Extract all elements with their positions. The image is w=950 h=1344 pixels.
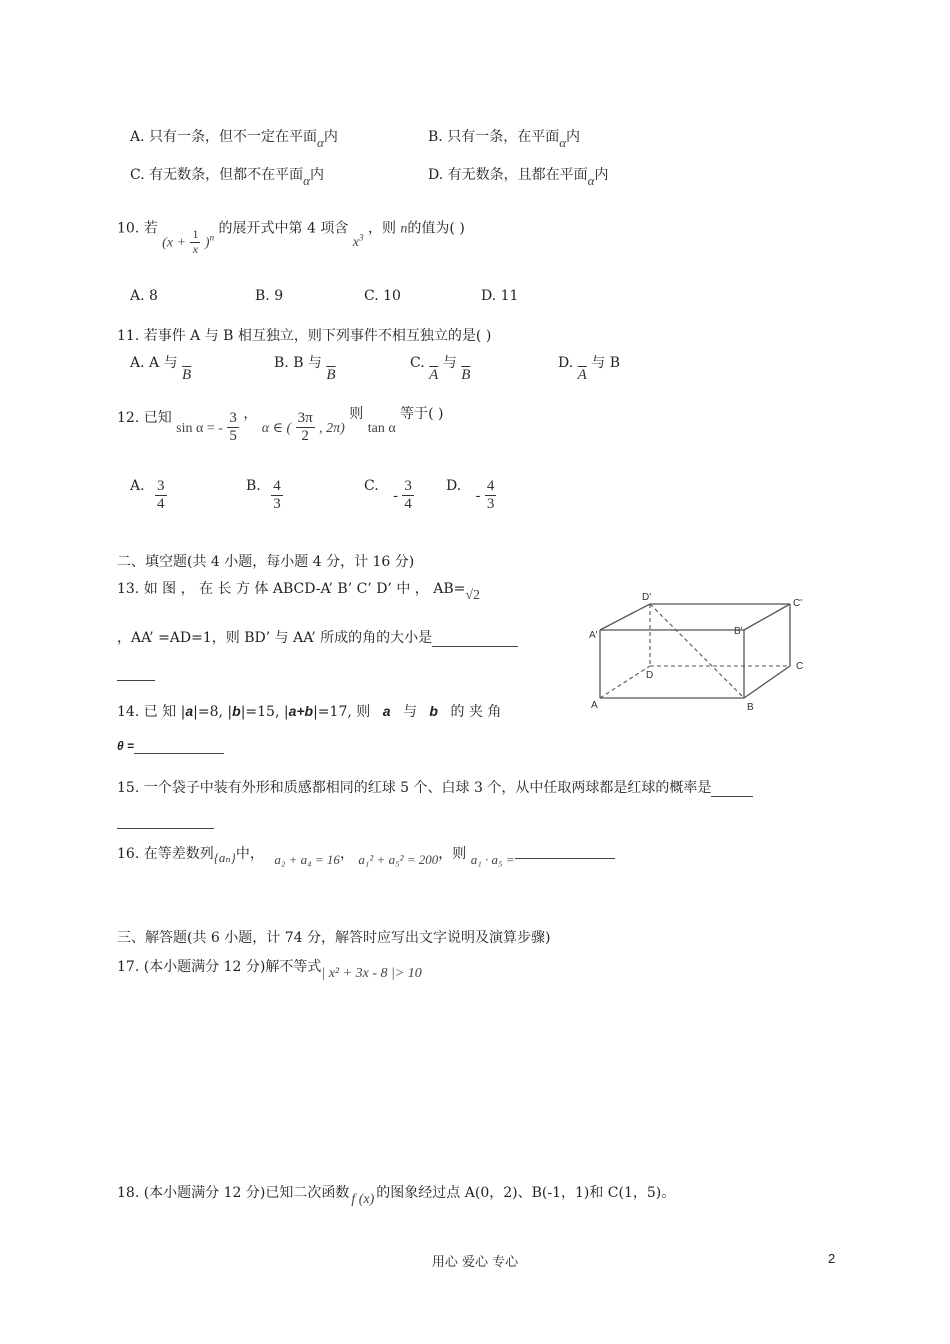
q16-zhong: 中， bbox=[235, 846, 264, 862]
q14-v2: |=15, | bbox=[240, 704, 289, 720]
label-a: A bbox=[591, 700, 598, 711]
label-c: C bbox=[796, 661, 804, 672]
q12-b-label: B. bbox=[246, 478, 261, 494]
q10-stem-pre: 10. 若 bbox=[117, 220, 158, 237]
q12-c-sign: - bbox=[393, 487, 398, 504]
q14-theta: θ = bbox=[117, 739, 135, 753]
page-number: 2 bbox=[828, 1251, 836, 1266]
q16-seq: {aₙ} bbox=[213, 850, 236, 865]
edge-c1-b1 bbox=[744, 604, 790, 630]
q10-option-c: C. 10 bbox=[364, 288, 401, 304]
q12-ze: 则 bbox=[349, 405, 364, 422]
q9-option-a-text: A. 只有一条，但不一定在平面 bbox=[130, 129, 318, 145]
q16-eq1: a₂ + a₄ = 16 bbox=[274, 852, 340, 867]
q15-answer-blank bbox=[711, 784, 753, 797]
q11-d-post: 与 B bbox=[591, 355, 621, 371]
q12-range bbox=[262, 410, 345, 446]
q18-fx: f (x) bbox=[351, 1192, 375, 1207]
q11-b-pre: B. B 与 bbox=[274, 355, 322, 371]
q12-a-num: 3 bbox=[155, 478, 167, 496]
q11-a-pre: A. A 与 bbox=[130, 355, 178, 371]
q12-option-d bbox=[446, 478, 496, 514]
q16-line bbox=[117, 843, 615, 867]
q11-stem: 11. 若事件 A 与 B 相互独立，则下列事件不相互独立的是( ) bbox=[117, 328, 492, 344]
q10-stem-end: 的值为( ) bbox=[407, 220, 465, 237]
q13-answer-blank-cont bbox=[117, 668, 155, 681]
q12-option-c bbox=[364, 478, 414, 514]
q12-c-frac bbox=[402, 478, 414, 514]
section-3-heading: 三、解答题(共 6 小题，计 74 分，解答时应写出文字说明及演算步骤) bbox=[117, 930, 551, 946]
q10-x: x bbox=[352, 235, 360, 251]
q14-vec-a2: a bbox=[382, 703, 391, 719]
q11-a-bar: $\overline{B}$ bbox=[182, 367, 192, 383]
q10-option-a: A. 8 bbox=[130, 288, 158, 304]
q12-c-den: 4 bbox=[404, 496, 412, 513]
q9-option-a bbox=[130, 126, 338, 150]
q12-d-den: 3 bbox=[486, 496, 495, 513]
q10-n: n bbox=[400, 221, 408, 237]
q10-stem bbox=[117, 214, 465, 256]
q12-a-frac bbox=[155, 478, 167, 514]
q12-frac1-num: 3 bbox=[227, 410, 239, 428]
q12-d-label: D. bbox=[446, 478, 462, 494]
alpha-symbol: α bbox=[587, 173, 595, 188]
q10-fraction bbox=[190, 228, 200, 257]
q12-math bbox=[176, 410, 239, 446]
q16-c1: ， bbox=[339, 846, 354, 862]
q9-option-b-text: B. 只有一条，在平面 bbox=[428, 129, 560, 145]
q9-option-c-text: C. 有无数条，但都不在平面 bbox=[130, 167, 304, 183]
q10-exp: n bbox=[209, 232, 215, 243]
q12-frac2 bbox=[296, 410, 315, 446]
diagonal-b-d1 bbox=[650, 604, 744, 698]
q11-option-b bbox=[274, 352, 336, 383]
q14-vec-apb: a+b bbox=[288, 703, 314, 719]
q16-pre: 16. 在等差数列 bbox=[117, 846, 214, 862]
q12-b-frac bbox=[271, 478, 283, 514]
q15-text: 15. 一个袋子中装有外形和质感都相同的红球 5 个、白球 3 个，从中任取两球都是红球的概率是 bbox=[117, 780, 712, 796]
q14-pre: 14. 已 知 | bbox=[117, 704, 186, 720]
q14-yu: 与 bbox=[402, 704, 417, 720]
label-d1: D' bbox=[642, 592, 652, 603]
q10-expr-open: (x + bbox=[162, 235, 186, 251]
q10-x3 bbox=[352, 232, 364, 251]
q12-c-label: C. bbox=[364, 478, 379, 494]
q12-comma: ， bbox=[243, 405, 258, 422]
q12-frac2-num: 3π bbox=[296, 410, 315, 428]
q15-line bbox=[117, 777, 753, 797]
q17-text: 17. (本小题满分 12 分)解不等式 bbox=[117, 959, 322, 975]
q12-option-a bbox=[130, 478, 167, 514]
q9-in-text: 内 bbox=[566, 129, 581, 145]
q13-answer-blank bbox=[432, 634, 518, 647]
q9-option-d bbox=[428, 164, 609, 188]
q14-vec-b2: b bbox=[429, 703, 438, 719]
q12-c-num: 3 bbox=[402, 478, 414, 496]
q12-frac1 bbox=[227, 410, 239, 446]
q11-option-a bbox=[130, 352, 192, 383]
q11-c-pre: C. bbox=[410, 355, 425, 371]
label-a1: A' bbox=[589, 630, 598, 641]
q18-text: 18. (本小题满分 12 分)已知二次函数 bbox=[117, 1185, 350, 1201]
q16-c2: ，则 bbox=[438, 846, 467, 862]
q9-in-text: 内 bbox=[323, 129, 338, 145]
q14-line1 bbox=[117, 701, 501, 721]
q10-frac-den: x bbox=[192, 241, 199, 256]
q16-eq2: a₁² + a₅² = 200 bbox=[358, 852, 439, 867]
q15-answer-blank-cont bbox=[117, 816, 214, 829]
q12-sin: sin α = - bbox=[176, 420, 223, 436]
q14-v3: |=17, 则 bbox=[313, 704, 371, 720]
edge-b-c bbox=[744, 666, 790, 698]
label-d: D bbox=[646, 670, 654, 681]
edge-a-d bbox=[600, 666, 650, 698]
q9-option-b bbox=[428, 126, 581, 150]
q10-expression bbox=[162, 228, 214, 257]
q14-vec-a: a bbox=[185, 703, 194, 719]
q12-stem bbox=[117, 400, 444, 445]
q11-c-bar2: $\overline{B}$ bbox=[461, 367, 471, 383]
alpha-symbol: α bbox=[559, 135, 567, 150]
q14-end: 的 夹 角 bbox=[450, 704, 502, 720]
q11-option-d bbox=[558, 352, 621, 383]
label-c1: C' bbox=[793, 598, 803, 609]
q12-alpha-in: α ∈ ( bbox=[261, 420, 292, 436]
q12-stem-end: 等于( ) bbox=[400, 405, 444, 422]
q16-answer-blank bbox=[515, 846, 615, 859]
q9-option-d-text: D. 有无数条，且都在平面 bbox=[428, 167, 588, 183]
q12-tan: tan α bbox=[367, 420, 396, 436]
page-footer: 用心 爱心 专心 bbox=[431, 1255, 519, 1270]
q12-option-b bbox=[246, 478, 283, 514]
q13-line2-text: ，AA’ =AD=1，则 BD’ 与 AA’ 所成的角的大小是 bbox=[117, 630, 433, 646]
q12-d-frac bbox=[485, 478, 497, 514]
cuboid-figure bbox=[580, 588, 820, 720]
q18-text2: 的图象经过点 A(0，2)、B(-1，1)和 C(1，5)。 bbox=[376, 1185, 676, 1201]
q17-expr: | x² + 3x - 8 |> 10 bbox=[321, 966, 422, 981]
q12-b-den: 3 bbox=[273, 496, 281, 513]
q13-line1-text: 13. 如 图 ， 在 长 方 体 ABCD-A’ B’ C’ D’ 中 ， AB= bbox=[117, 581, 466, 597]
q11-c-mid: 与 bbox=[442, 355, 457, 371]
q12-a-den: 4 bbox=[157, 496, 165, 513]
alpha-symbol: α bbox=[303, 173, 310, 188]
q17-line bbox=[117, 956, 422, 981]
q14-v1: |=8, | bbox=[193, 704, 233, 720]
q11-d-bar: $\overline{A}$ bbox=[577, 367, 587, 383]
q9-option-c bbox=[130, 164, 324, 188]
alpha-symbol: α bbox=[317, 135, 324, 150]
q10-stem-post: ，则 bbox=[367, 220, 396, 237]
q13-line1 bbox=[117, 578, 481, 603]
q10-option-d: D. 11 bbox=[481, 288, 519, 304]
q12-frac2-den: 2 bbox=[301, 428, 309, 445]
q10-option-b: B. 9 bbox=[255, 288, 284, 304]
q14-vec-b: b bbox=[232, 703, 241, 719]
q11-c-bar1: $\overline{A}$ bbox=[429, 367, 439, 383]
q10-expr-close: ) bbox=[204, 235, 210, 251]
q13-line2 bbox=[117, 627, 518, 647]
q9-in-text: 内 bbox=[594, 167, 609, 183]
q12-d-num: 4 bbox=[485, 478, 497, 496]
q12-d-sign: - bbox=[475, 487, 481, 504]
q14-line2 bbox=[117, 738, 224, 754]
q9-in-text: 内 bbox=[309, 167, 324, 183]
label-b: B bbox=[747, 702, 754, 713]
q10-x-exp: 3 bbox=[359, 232, 364, 243]
q11-option-c bbox=[410, 352, 471, 383]
q10-stem-mid: 的展开式中第 4 项含 bbox=[218, 220, 349, 237]
q12-range-end: , 2π) bbox=[319, 420, 345, 436]
q12-b-num: 4 bbox=[271, 478, 283, 496]
q16-eq3: a₁ · a₅ = bbox=[470, 852, 515, 867]
q12-stem-pre: 12. 已知 bbox=[117, 409, 172, 426]
q12-a-label: A. bbox=[130, 478, 145, 494]
q10-frac-num: 1 bbox=[192, 227, 199, 241]
q13-sqrt: √2 bbox=[465, 588, 481, 603]
edge-a1-d1 bbox=[600, 604, 650, 630]
label-b1: B' bbox=[734, 626, 743, 637]
q11-b-bar: $\overline{B}$ bbox=[326, 367, 336, 383]
section-2-heading: 二、填空题(共 4 小题，每小题 4 分，计 16 分) bbox=[117, 554, 415, 570]
q12-frac1-den: 5 bbox=[229, 428, 237, 445]
q14-answer-blank bbox=[134, 741, 224, 754]
q11-d-pre: D. bbox=[558, 355, 574, 371]
q18-line bbox=[117, 1182, 676, 1207]
